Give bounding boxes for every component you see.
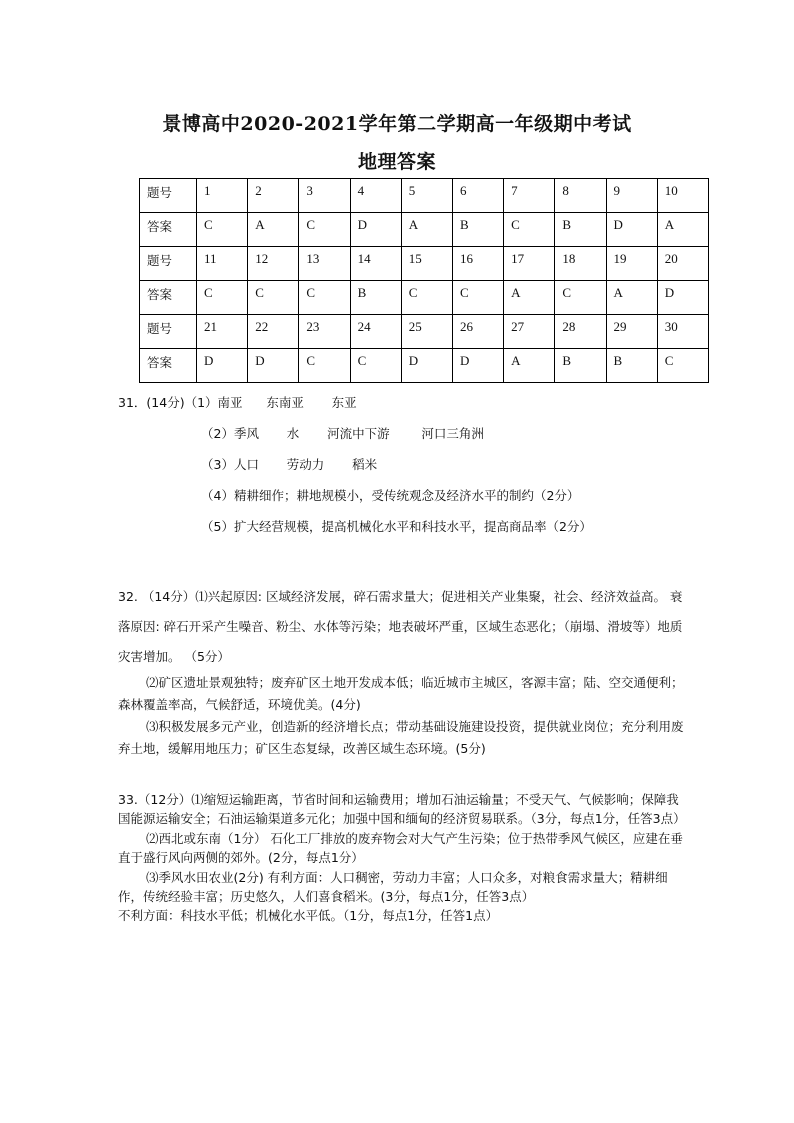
answer-table-cell: 7	[504, 179, 555, 213]
answer-table-cell: D	[452, 349, 503, 383]
answer-table-cell: B	[555, 349, 606, 383]
answer-table-cell: B	[606, 349, 657, 383]
answer-table-cell: 29	[606, 315, 657, 349]
answer-table-cell: 1	[197, 179, 248, 213]
answer-table-row	[140, 247, 709, 281]
answer-table-cell: 10	[657, 179, 708, 213]
row-header-cell: 题号	[140, 247, 197, 281]
answer-table-cell: 15	[401, 247, 452, 281]
answer-table-cell: A	[606, 281, 657, 315]
answer-table-cell: 9	[606, 179, 657, 213]
answer-table-cell: 24	[350, 315, 401, 349]
answer-table-cell: C	[197, 281, 248, 315]
q33-part-3-cont: 不利方面：科技水平低；机械化水平低。（1分，每点1分，任答1点）	[118, 908, 499, 924]
q31-line-1: 31．(14分)（1）南亚 东南亚 东亚	[118, 395, 357, 410]
q32-part-3: ⑶积极发展多元产业，创造新的经济增长点；带动基础设施建设投资，提供就业岗位；充分利用废弃土地，缓解用地压力；矿区生态复绿，改善区域生态环境。(5分)	[118, 718, 684, 756]
answer-table-cell: A	[657, 213, 708, 247]
answer-table-cell: 17	[504, 247, 555, 281]
answer-table-cell: C	[452, 281, 503, 315]
answer-table-cell: 27	[504, 315, 555, 349]
answer-table-cell: C	[299, 281, 350, 315]
row-header-cell: 答案	[140, 349, 197, 383]
answer-key-table	[139, 178, 709, 383]
q31-line-5: （5）扩大经营规模，提高机械化水平和科技水平，提高商品率（2分）	[201, 519, 592, 534]
question-31-answer	[118, 392, 718, 547]
exam-title: 景博高中2020-2021学年第二学期高一年级期中考试	[162, 113, 632, 135]
answer-table-cell: 20	[657, 247, 708, 281]
answer-table-cell: 3	[299, 179, 350, 213]
question-33-answer	[118, 790, 684, 926]
answer-table-cell: A	[504, 349, 555, 383]
answer-table-cell: 28	[555, 315, 606, 349]
answer-table-cell: 18	[555, 247, 606, 281]
answer-table-cell: D	[401, 349, 452, 383]
answer-table-row	[140, 315, 709, 349]
answer-table-cell: 26	[452, 315, 503, 349]
answer-table-cell: 14	[350, 247, 401, 281]
answer-table-row	[140, 349, 709, 383]
q32-part-1: 32. （14分）⑴兴起原因: 区域经济发展，碎石需求量大；促进相关产业集聚，社会、经济效益高。 衰落原因: 碎石开采产生噪音、粉尘、水体等污染；地表破坏严重，区域生态恶化；（崩塌、滑坡等）地质灾害增加。 （5分）	[118, 589, 683, 664]
q31-line-4: （4）精耕细作；耕地规模小，受传统观念及经济水平的制约（2分）	[201, 488, 580, 503]
answer-table-cell: 16	[452, 247, 503, 281]
answer-table-cell: 12	[248, 247, 299, 281]
answer-table-cell: 6	[452, 179, 503, 213]
answer-table-cell: 4	[350, 179, 401, 213]
answer-table-cell: 21	[197, 315, 248, 349]
answer-table-row	[140, 213, 709, 247]
row-header-cell: 题号	[140, 315, 197, 349]
answer-table-cell: 2	[248, 179, 299, 213]
q32-part-2: ⑵矿区遗址景观独特；废弃矿区土地开发成本低；临近城市主城区，客源丰富；陆、空交通便利；森林覆盖率高，气候舒适，环境优美。(4分)	[118, 675, 684, 712]
answer-table-cell: C	[197, 213, 248, 247]
answer-table-cell: C	[401, 281, 452, 315]
answer-table-cell: 8	[555, 179, 606, 213]
answer-table-cell: D	[248, 349, 299, 383]
answer-table-cell: C	[555, 281, 606, 315]
answer-table-cell: 13	[299, 247, 350, 281]
q31-line-3: （3）人口 劳动力 稻米	[201, 457, 378, 472]
answer-table-cell: 30	[657, 315, 708, 349]
answer-table-cell: C	[248, 281, 299, 315]
answer-table-cell: B	[452, 213, 503, 247]
answer-table-cell: 22	[248, 315, 299, 349]
answer-table-cell: C	[350, 349, 401, 383]
row-header-cell: 答案	[140, 281, 197, 315]
answer-table-cell: A	[248, 213, 299, 247]
answer-table-cell: 11	[197, 247, 248, 281]
answer-table-cell: D	[350, 213, 401, 247]
answer-table-cell: 25	[401, 315, 452, 349]
answer-table-cell: C	[299, 213, 350, 247]
answer-table-cell: 19	[606, 247, 657, 281]
answer-table-cell: A	[401, 213, 452, 247]
answer-table-cell: D	[197, 349, 248, 383]
answer-table-cell: C	[504, 213, 555, 247]
row-header-cell: 答案	[140, 213, 197, 247]
row-header-cell: 题号	[140, 179, 197, 213]
answer-table-cell: B	[350, 281, 401, 315]
answer-table-cell: D	[606, 213, 657, 247]
answer-subtitle: 地理答案	[357, 151, 436, 173]
answer-table-cell: B	[555, 213, 606, 247]
answer-table-cell: 23	[299, 315, 350, 349]
answer-table-cell: 5	[401, 179, 452, 213]
q33-part-2: ⑵西北或东南（1分） 石化工厂排放的废弃物会对大气产生污染；位于热带季风气候区，应建在垂直于盛行风向两侧的郊外。(2分，每点1分）	[118, 830, 683, 866]
answer-table-cell: D	[657, 281, 708, 315]
q33-part-1: 33.（12分）⑴缩短运输距离，节省时间和运输费用；增加石油运输量；不受天气、气候影响；保障我国能源运输安全；石油运输渠道多元化；加强中国和缅甸的经济贸易联系。（3分，每点1分，任答3点）	[118, 792, 686, 827]
q33-part-3: ⑶季风水田农业(2分) 有利方面：人口稠密，劳动力丰富；人口众多，对粮食需求量大；精耕细作，传统经验丰富；历史悠久，人们喜食稻米。(3分，每点1分，任答3点）	[118, 869, 668, 904]
question-32-answer	[118, 582, 684, 760]
answer-table-cell: C	[657, 349, 708, 383]
answer-table-row	[140, 281, 709, 315]
answer-table-row	[140, 179, 709, 213]
answer-table-cell: C	[299, 349, 350, 383]
answer-table-cell: A	[504, 281, 555, 315]
q31-line-2: （2）季风 水 河流中下游 河口三角洲	[201, 426, 484, 441]
